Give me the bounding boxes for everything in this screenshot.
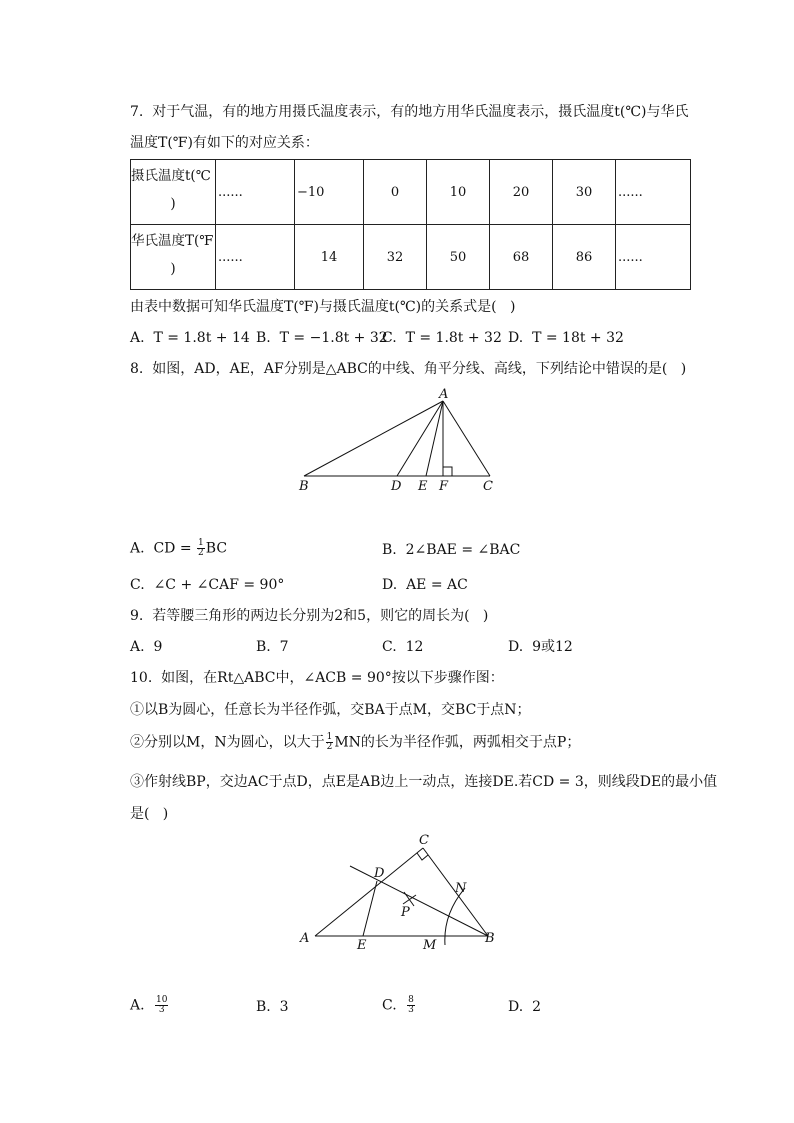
table-cell: ...... (616, 225, 691, 290)
q10-option-a[interactable]: A. $\frac{10}{3}$ (130, 995, 168, 1015)
table-row-celsius (131, 160, 691, 225)
table-cell: 86 (553, 225, 616, 290)
label-a: A (300, 931, 310, 946)
label-c: C (483, 479, 493, 494)
label-d: D (391, 479, 402, 494)
q9-stem: 9. 若等腰三角形的两边长分别为2和5，则它的周长为( ) (130, 608, 489, 624)
label-m: M (423, 938, 437, 953)
table-cell: 68 (490, 225, 553, 290)
table-cell: 20 (490, 160, 553, 225)
segment-ab (304, 401, 443, 476)
fraction-ten-thirds: $\frac{10}{3}$ (156, 995, 168, 1015)
q7-option-a[interactable]: A. T = 1.8t + 14 (130, 330, 250, 346)
label-e: E (357, 938, 367, 953)
label-b: B (485, 931, 495, 946)
q9-option-d[interactable]: D. 9或12 (508, 639, 573, 655)
q10-option-b[interactable]: B. 3 (256, 999, 289, 1015)
q7-option-b[interactable]: B. T = −1.8t + 32 (256, 330, 388, 346)
label-e: E (418, 479, 428, 494)
q8-option-a[interactable]: A. CD = $\frac{1}{2}$ BC (130, 538, 228, 558)
label-n: N (455, 881, 467, 896)
q7-option-c[interactable]: C. T = 1.8t + 32 (382, 330, 502, 346)
q7-follow-text: 由表中数据可知华氏温度T(℉)与摄氏温度t(℃)的关系式是( ) (130, 299, 516, 315)
table-cell: 50 (427, 225, 490, 290)
table-header-celsius: 摄氏温度t(℃ ) (131, 160, 216, 225)
median-ad (397, 401, 443, 476)
table-cell: 32 (364, 225, 427, 290)
table-cell: 0 (364, 160, 427, 225)
fraction-eight-thirds: $\frac{8}{3}$ (408, 995, 414, 1015)
table-header-fahrenheit: 华氏温度T(℉ ) (131, 225, 216, 290)
q10-step2: ②分别以M，N为圆心，以大于 $\frac{1}{2}$ MN的长为半径作弧，两弧相交于点P； (130, 732, 581, 752)
q9-option-b[interactable]: B. 7 (256, 639, 289, 655)
q9-option-a[interactable]: A. 9 (130, 639, 163, 655)
label-f: F (439, 479, 449, 494)
q8-stem: 8. 如图，AD，AE，AF分别是△ABC的中线、角平分线、高线，下列结论中错误的是( ) (130, 361, 687, 377)
q8-option-c[interactable]: C. ∠C + ∠CAF = 90° (130, 577, 285, 593)
table-cell: ...... (616, 160, 691, 225)
table-cell: 30 (553, 160, 616, 225)
segment-ac (443, 401, 490, 476)
label-d: D (374, 866, 385, 881)
bisector-ae (426, 401, 443, 476)
right-angle-mark (417, 853, 428, 860)
fraction-one-half: $\frac{1}{2}$ (198, 538, 204, 558)
q10-step3-line2: 是( ) (130, 806, 169, 822)
table-cell: −10 (295, 160, 364, 225)
table-cell: 14 (295, 225, 364, 290)
q10-construction-figure (295, 828, 505, 953)
q8-triangle-figure (290, 385, 510, 495)
q7-stem-line2: 温度T(℉)有如下的对应关系： (130, 135, 319, 151)
table-cell: ...... (216, 160, 295, 225)
q10-option-c[interactable]: C. $\frac{8}{3}$ (382, 995, 414, 1015)
q10-step1: ①以B为圆心，任意长为半径作弧，交BA于点M，交BC于点N； (130, 702, 531, 718)
q8-option-b[interactable]: B. 2∠BAE = ∠BAC (382, 542, 521, 558)
right-angle-mark (443, 467, 452, 476)
label-c: C (419, 833, 429, 848)
label-p: P (401, 905, 410, 920)
arc-mark-1 (404, 892, 414, 906)
table-cell: 10 (427, 160, 490, 225)
q10-step3-line1: ③作射线BP，交边AC于点D，点E是AB边上一动点，连接DE.若CD = 3，则线段DE的最小值 (130, 774, 718, 790)
q7-option-d[interactable]: D. T = 18t + 32 (508, 330, 624, 346)
segment-ac (315, 848, 423, 936)
fraction-one-half: $\frac{1}{2}$ (326, 732, 333, 752)
q9-option-c[interactable]: C. 12 (382, 639, 424, 655)
label-a: A (439, 387, 449, 402)
q7-stem-line1: 7. 对于气温，有的地方用摄氏温度表示，有的地方用华氏温度表示，摄氏温度t(℃)与华氏 (130, 104, 689, 120)
q10-option-d[interactable]: D. 2 (508, 999, 541, 1015)
q10-stem: 10. 如图，在Rt△ABC中，∠ACB = 90°按以下步骤作图： (130, 670, 504, 686)
table-row-fahrenheit (131, 225, 691, 290)
temperature-table (130, 159, 691, 290)
q8-option-d[interactable]: D. AE = AC (382, 577, 468, 593)
table-cell: ...... (216, 225, 295, 290)
ray-bp (350, 866, 488, 936)
label-b: B (299, 479, 309, 494)
segment-de (363, 881, 377, 936)
